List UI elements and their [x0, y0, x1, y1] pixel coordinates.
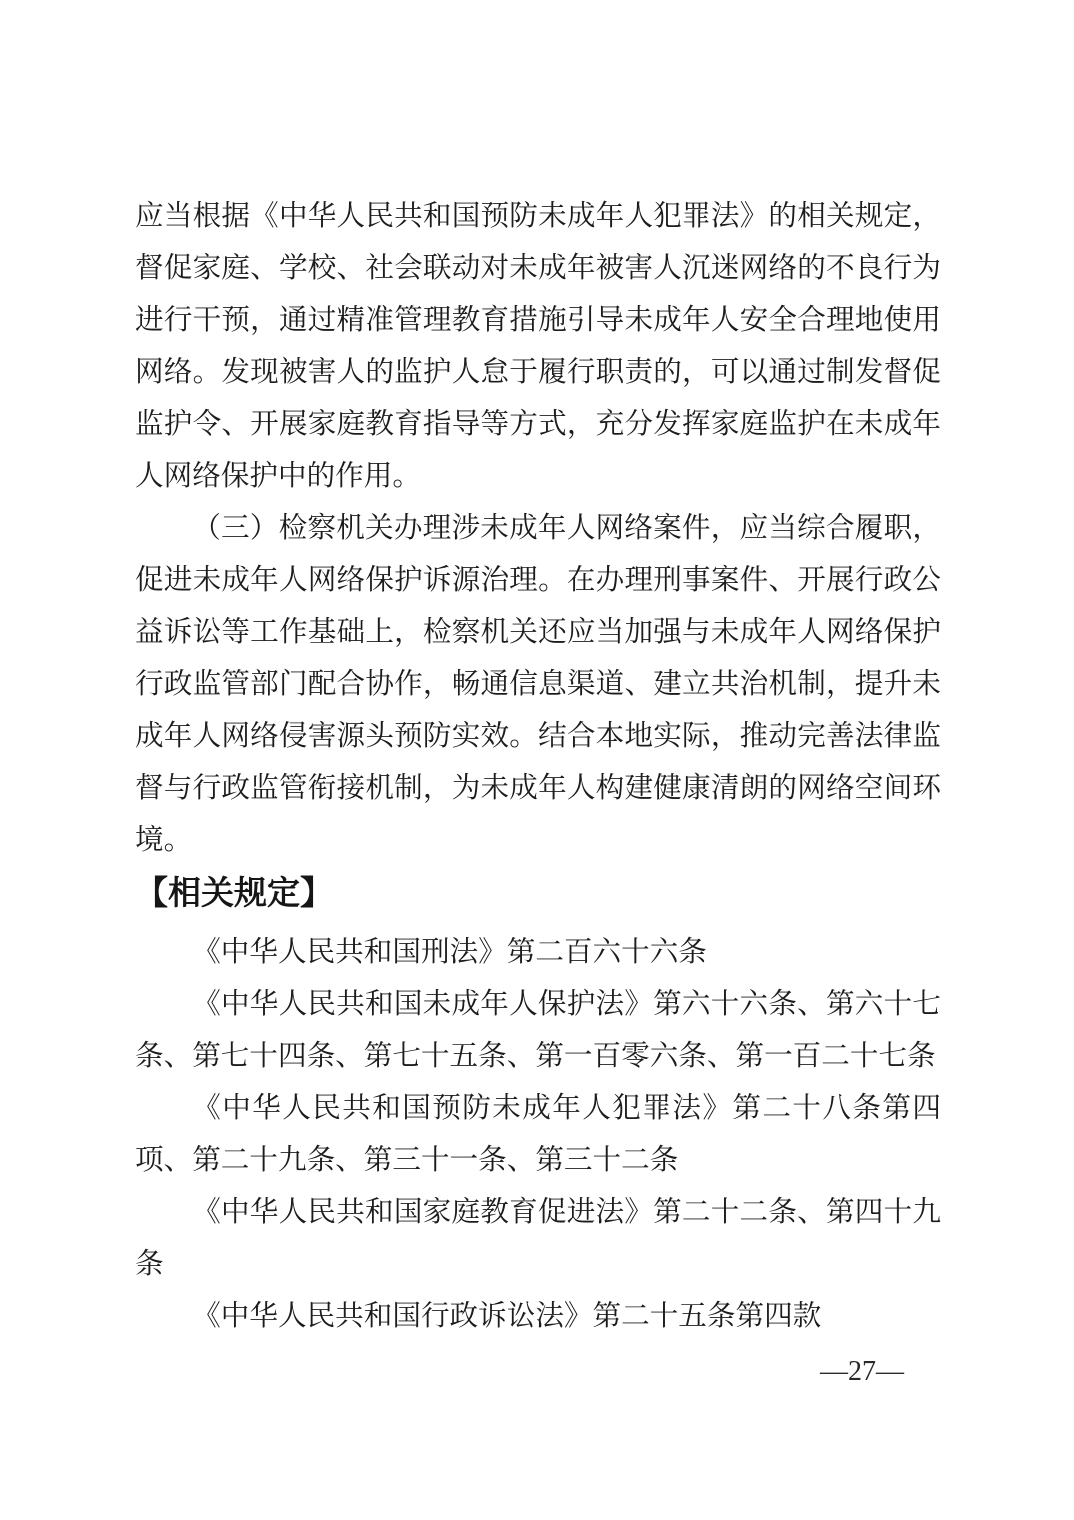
page-number: —27— — [820, 1356, 904, 1387]
reference-item-criminal-law: 《中华人民共和国刑法》第二百六十六条 — [192, 937, 707, 968]
reference-item-administrative-litigation-law: 《中华人民共和国行政诉讼法》第二十五条第四款 — [192, 1301, 822, 1332]
reference-item-minor-protection-law: 《中华人民共和国未成年人保护法》第六十六条、第六十七条、第七十四条、第七十五条、第一百零六条、第一百二十七条 — [135, 989, 941, 1072]
reference-item-family-education-promotion-law: 《中华人民共和国家庭教育促进法》第二十二条、第四十九条 — [135, 1197, 941, 1280]
reference-item-juvenile-delinquency-prevention-law: 《中华人民共和国预防未成年人犯罪法》第二十八条第四项、第二十九条、第三十一条、第三十二条 — [135, 1093, 941, 1176]
page-content — [135, 191, 941, 1343]
body-paragraph-item-three: （三）检察机关办理涉未成年人网络案件，应当综合履职，促进未成年人网络保护诉源治理。在办理刑事案件、开展行政公益诉讼等工作基础上，检察机关还应当加强与未成年人网络保护行政监管部门配合协作，畅通信息渠道、建立共治机制，提升未成年人网络侵害源头预防实效。结合本地实际，推动完善法律监督与行政监管衔接机制，为未成年人构建健康清朗的网络空间环境。 — [135, 513, 941, 856]
body-paragraph-continuation: 应当根据《中华人民共和国预防未成年人犯罪法》的相关规定，督促家庭、学校、社会联动对未成年被害人沉迷网络的不良行为进行干预，通过精准管理教育措施引导未成年人安全合理地使用网络。发现被害人的监护人怠于履行职责的，可以通过制发督促监护令、开展家庭教育指导等方式，充分发挥家庭监护在未成年人网络保护中的作用。 — [135, 201, 941, 492]
section-heading-related-provisions: 【相关规定】 — [135, 874, 333, 911]
